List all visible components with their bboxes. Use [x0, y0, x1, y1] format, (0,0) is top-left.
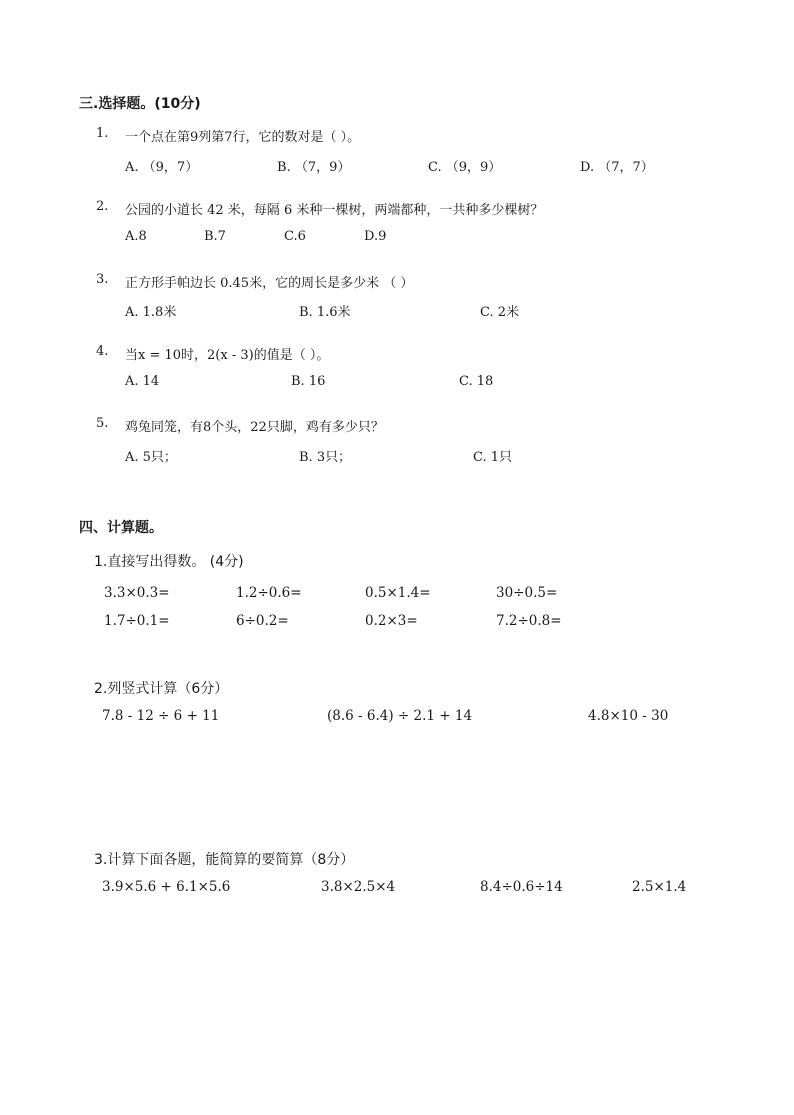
question-1-option-d: D. （7，7）	[580, 160, 654, 175]
part-3-title: 3.计算下面各题，能简算的要简算（8分）	[94, 852, 355, 868]
question-4-text: 当x = 10时，2(x - 3)的值是（ ）。	[125, 348, 330, 363]
mental-math-item: 1.7÷0.1=	[104, 613, 170, 629]
question-3-option-c: C. 2米	[480, 305, 520, 320]
question-5-option-a: A. 5只；	[125, 450, 177, 465]
question-4-option-c: C. 18	[459, 374, 494, 389]
question-2-option-b: B.7	[204, 229, 226, 244]
question-5-number: 5.	[96, 416, 109, 431]
vertical-calc-item: (8.6 - 6.4) ÷ 2.1 + 14	[327, 708, 473, 724]
question-2-option-d: D.9	[364, 229, 387, 244]
question-2-text: 公园的小道长 42 米，每隔 6 米种一棵树，两端都种，一共种多少棵树？	[125, 203, 544, 218]
question-2-number: 2.	[96, 199, 109, 214]
mental-math-item: 6÷0.2=	[236, 613, 289, 629]
question-3-option-a: A. 1.8米	[125, 305, 177, 320]
question-3-option-b: B. 1.6米	[299, 305, 351, 320]
question-2-option-c: C.6	[284, 229, 306, 244]
question-4-option-a: A. 14	[125, 374, 160, 389]
question-4-option-b: B. 16	[291, 374, 326, 389]
question-1-option-b: B. （7，9）	[277, 160, 351, 175]
question-4-number: 4.	[96, 344, 109, 359]
section-4-title: 四、计算题。	[79, 520, 163, 536]
mental-math-item: 3.3×0.3=	[104, 585, 170, 601]
question-5-text: 鸡兔同笼，有8个头，22只脚，鸡有多少只？	[125, 420, 384, 435]
question-1-option-c: C. （9，9）	[428, 160, 502, 175]
mental-math-item: 1.2÷0.6=	[236, 585, 302, 601]
part-2-title: 2.列竖式计算（6分）	[94, 681, 229, 697]
question-3-text: 正方形手帕边长 0.45米，它的周长是多少米 （ ）	[125, 276, 414, 291]
question-3-number: 3.	[96, 272, 109, 287]
question-1-number: 1.	[96, 126, 109, 141]
question-5-option-c: C. 1只	[473, 450, 513, 465]
question-2-option-a: A.8	[125, 229, 147, 244]
vertical-calc-item: 7.8 - 12 ÷ 6 + 11	[102, 708, 220, 724]
mental-math-item: 7.2÷0.8=	[496, 613, 562, 629]
simplify-calc-item: 8.4÷0.6÷14	[480, 879, 563, 895]
simplify-calc-item: 2.5×1.4	[632, 879, 687, 895]
question-1-option-a: A. （9，7）	[125, 160, 199, 175]
mental-math-item: 30÷0.5=	[496, 585, 558, 601]
part-1-title: 1.直接写出得数。 (4分)	[94, 554, 244, 570]
mental-math-item: 0.2×3=	[365, 613, 418, 629]
question-5-option-b: B. 3只；	[299, 450, 352, 465]
question-1-text: 一个点在第9列第7行，它的数对是（ ）。	[125, 130, 361, 145]
section-3-title: 三.选择题。(10分)	[79, 96, 201, 112]
mental-math-item: 0.5×1.4=	[365, 585, 431, 601]
simplify-calc-item: 3.9×5.6 + 6.1×5.6	[102, 879, 231, 895]
vertical-calc-item: 4.8×10 - 30	[588, 708, 669, 724]
simplify-calc-item: 3.8×2.5×4	[321, 879, 396, 895]
